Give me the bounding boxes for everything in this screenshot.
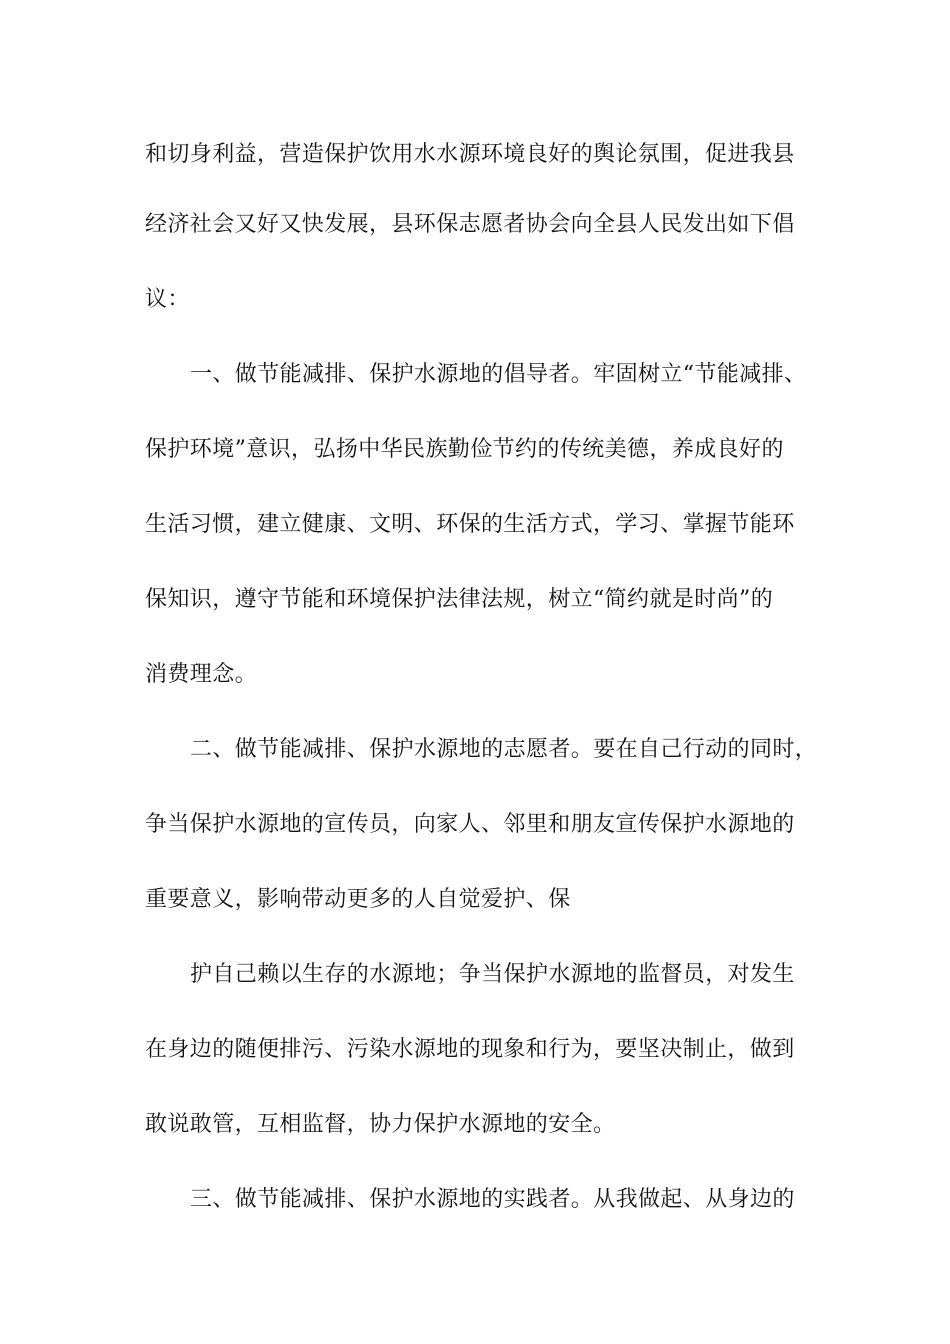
paragraph-start-line: 护自己赖以生存的水源地；争当保护水源地的监督员，对发生 — [190, 962, 795, 987]
text-line: 争当保护水源地的宣传员，向家人、邻里和朋友宣传保护水源地的 — [145, 812, 795, 837]
text-line: 消费理念。 — [145, 662, 258, 687]
text-line: 保知识，遵守节能和环境保护法律法规，树立“简约就是时尚”的 — [145, 587, 774, 612]
text-line: 经济社会又好又快发展，县环保志愿者协会向全县人民发出如下倡 — [145, 212, 795, 237]
text-line: 保护环境”意识，弘扬中华民族勤俭节约的传统美德，养成良好的 — [145, 437, 784, 462]
text-line: 生活习惯，建立健康、文明、环保的生活方式，学习、掌握节能环 — [145, 512, 795, 537]
paragraph-start-line: 一、做节能减排、保护水源地的倡导者。牢固树立“节能减排、 — [190, 362, 807, 387]
paragraph-start-line: 二、做节能减排、保护水源地的志愿者。要在自己行动的同时， — [190, 737, 818, 762]
text-line: 在身边的随便排污、污染水源地的现象和行为，要坚决制止，做到 — [145, 1037, 795, 1062]
text-line: 敢说敢管，互相监督，协力保护水源地的安全。 — [145, 1112, 616, 1137]
text-line: 重要意义，影响带动更多的人自觉爱护、保 — [145, 887, 571, 912]
text-line: 和切身利益，营造保护饮用水水源环境良好的舆论氛围，促进我县 — [145, 142, 795, 167]
text-line: 议： — [145, 287, 190, 312]
paragraph-start-line: 三、做节能减排、保护水源地的实践者。从我做起、从身边的 — [190, 1187, 795, 1212]
